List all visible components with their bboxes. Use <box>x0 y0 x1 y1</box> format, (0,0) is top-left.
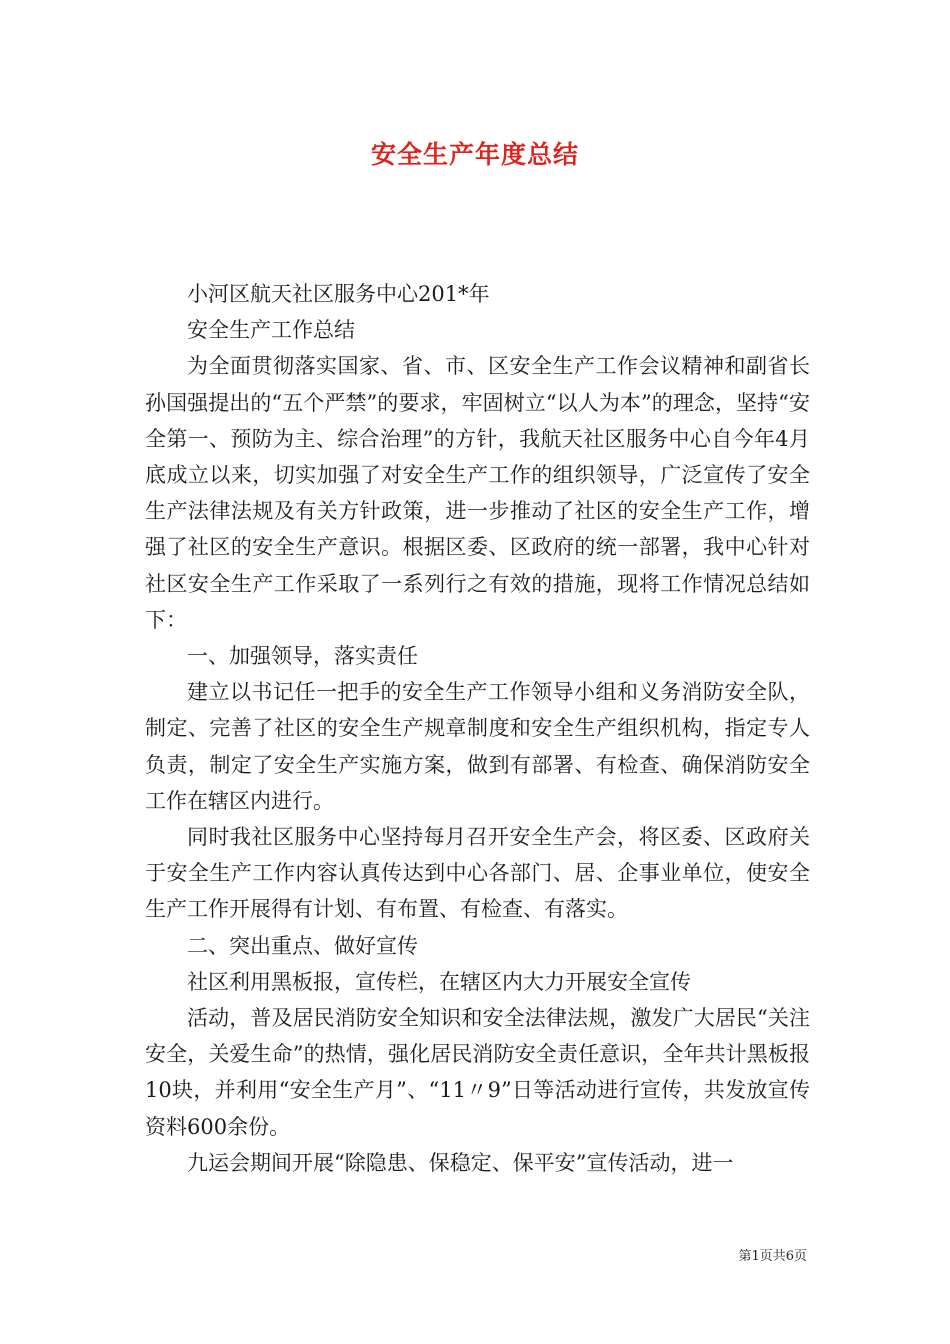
paragraph-section-2-a: 社区利用黑板报，宣传栏，在辖区内大力开展安全宣传 <box>187 969 691 994</box>
paragraph-section-1-a: 建立以书记任一把手的安全生产工作领导小组和义务消防安全队，制定、完善了社区的安全生产规章制度和安全生产组织机构，指定专人负责，制定了安全生产实施方案，做到有部署、有检查、确保消防安全工作在辖区内进行。 <box>145 680 810 813</box>
paragraph-section-2-c: 九运会期间开展“除隐患、保稳定、保平安”宣传活动，进一 <box>187 1150 734 1175</box>
document-title: 安全生产年度总结 <box>370 140 579 169</box>
page-number-footer: 第1页共6页 <box>738 1249 807 1264</box>
paragraph-section-2-b: 活动，普及居民消防安全知识和安全法律法规，激发广大居民“关注安全，关爱生命”的热情，强化居民消防安全责任意识，全年共计黑板报10块，并利用“安全生产月”、“11〃9”日等活动进行宣传，共发放宣传资料600余份。 <box>145 1006 810 1139</box>
document-body <box>145 276 810 1181</box>
paragraph-intro: 为全面贯彻落实国家、省、市、区安全生产工作会议精神和副省长孙国强提出的“五个严禁”的要求，牢固树立“以人为本”的理念，坚持“安全第一、预防为主、综合治理”的方针，我航天社区服务中心自今年4月底成立以来，切实加强了对安全生产工作的组织领导，广泛宣传了安全生产法律法规及有关方针政策，进一步推动了社区的安全生产工作，增强了社区的安全生产意识。根据区委、区政府的统一部署，我中心针对社区安全生产工作采取了一系列行之有效的措施，现将工作情况总结如下： <box>145 354 810 632</box>
section-heading-1: 一、加强领导，落实责任 <box>187 644 418 669</box>
paragraph-org-line: 小河区航天社区服务中心201*年 <box>187 282 490 306</box>
paragraph-subtitle: 安全生产工作总结 <box>187 318 355 343</box>
section-heading-2: 二、突出重点、做好宣传 <box>187 933 418 958</box>
paragraph-section-1-b: 同时我社区服务中心坚持每月召开安全生产会，将区委、区政府关于安全生产工作内容认真传达到中心各部门、居、企事业单位，使安全生产工作开展得有计划、有布置、有检查、有落实。 <box>145 825 810 922</box>
